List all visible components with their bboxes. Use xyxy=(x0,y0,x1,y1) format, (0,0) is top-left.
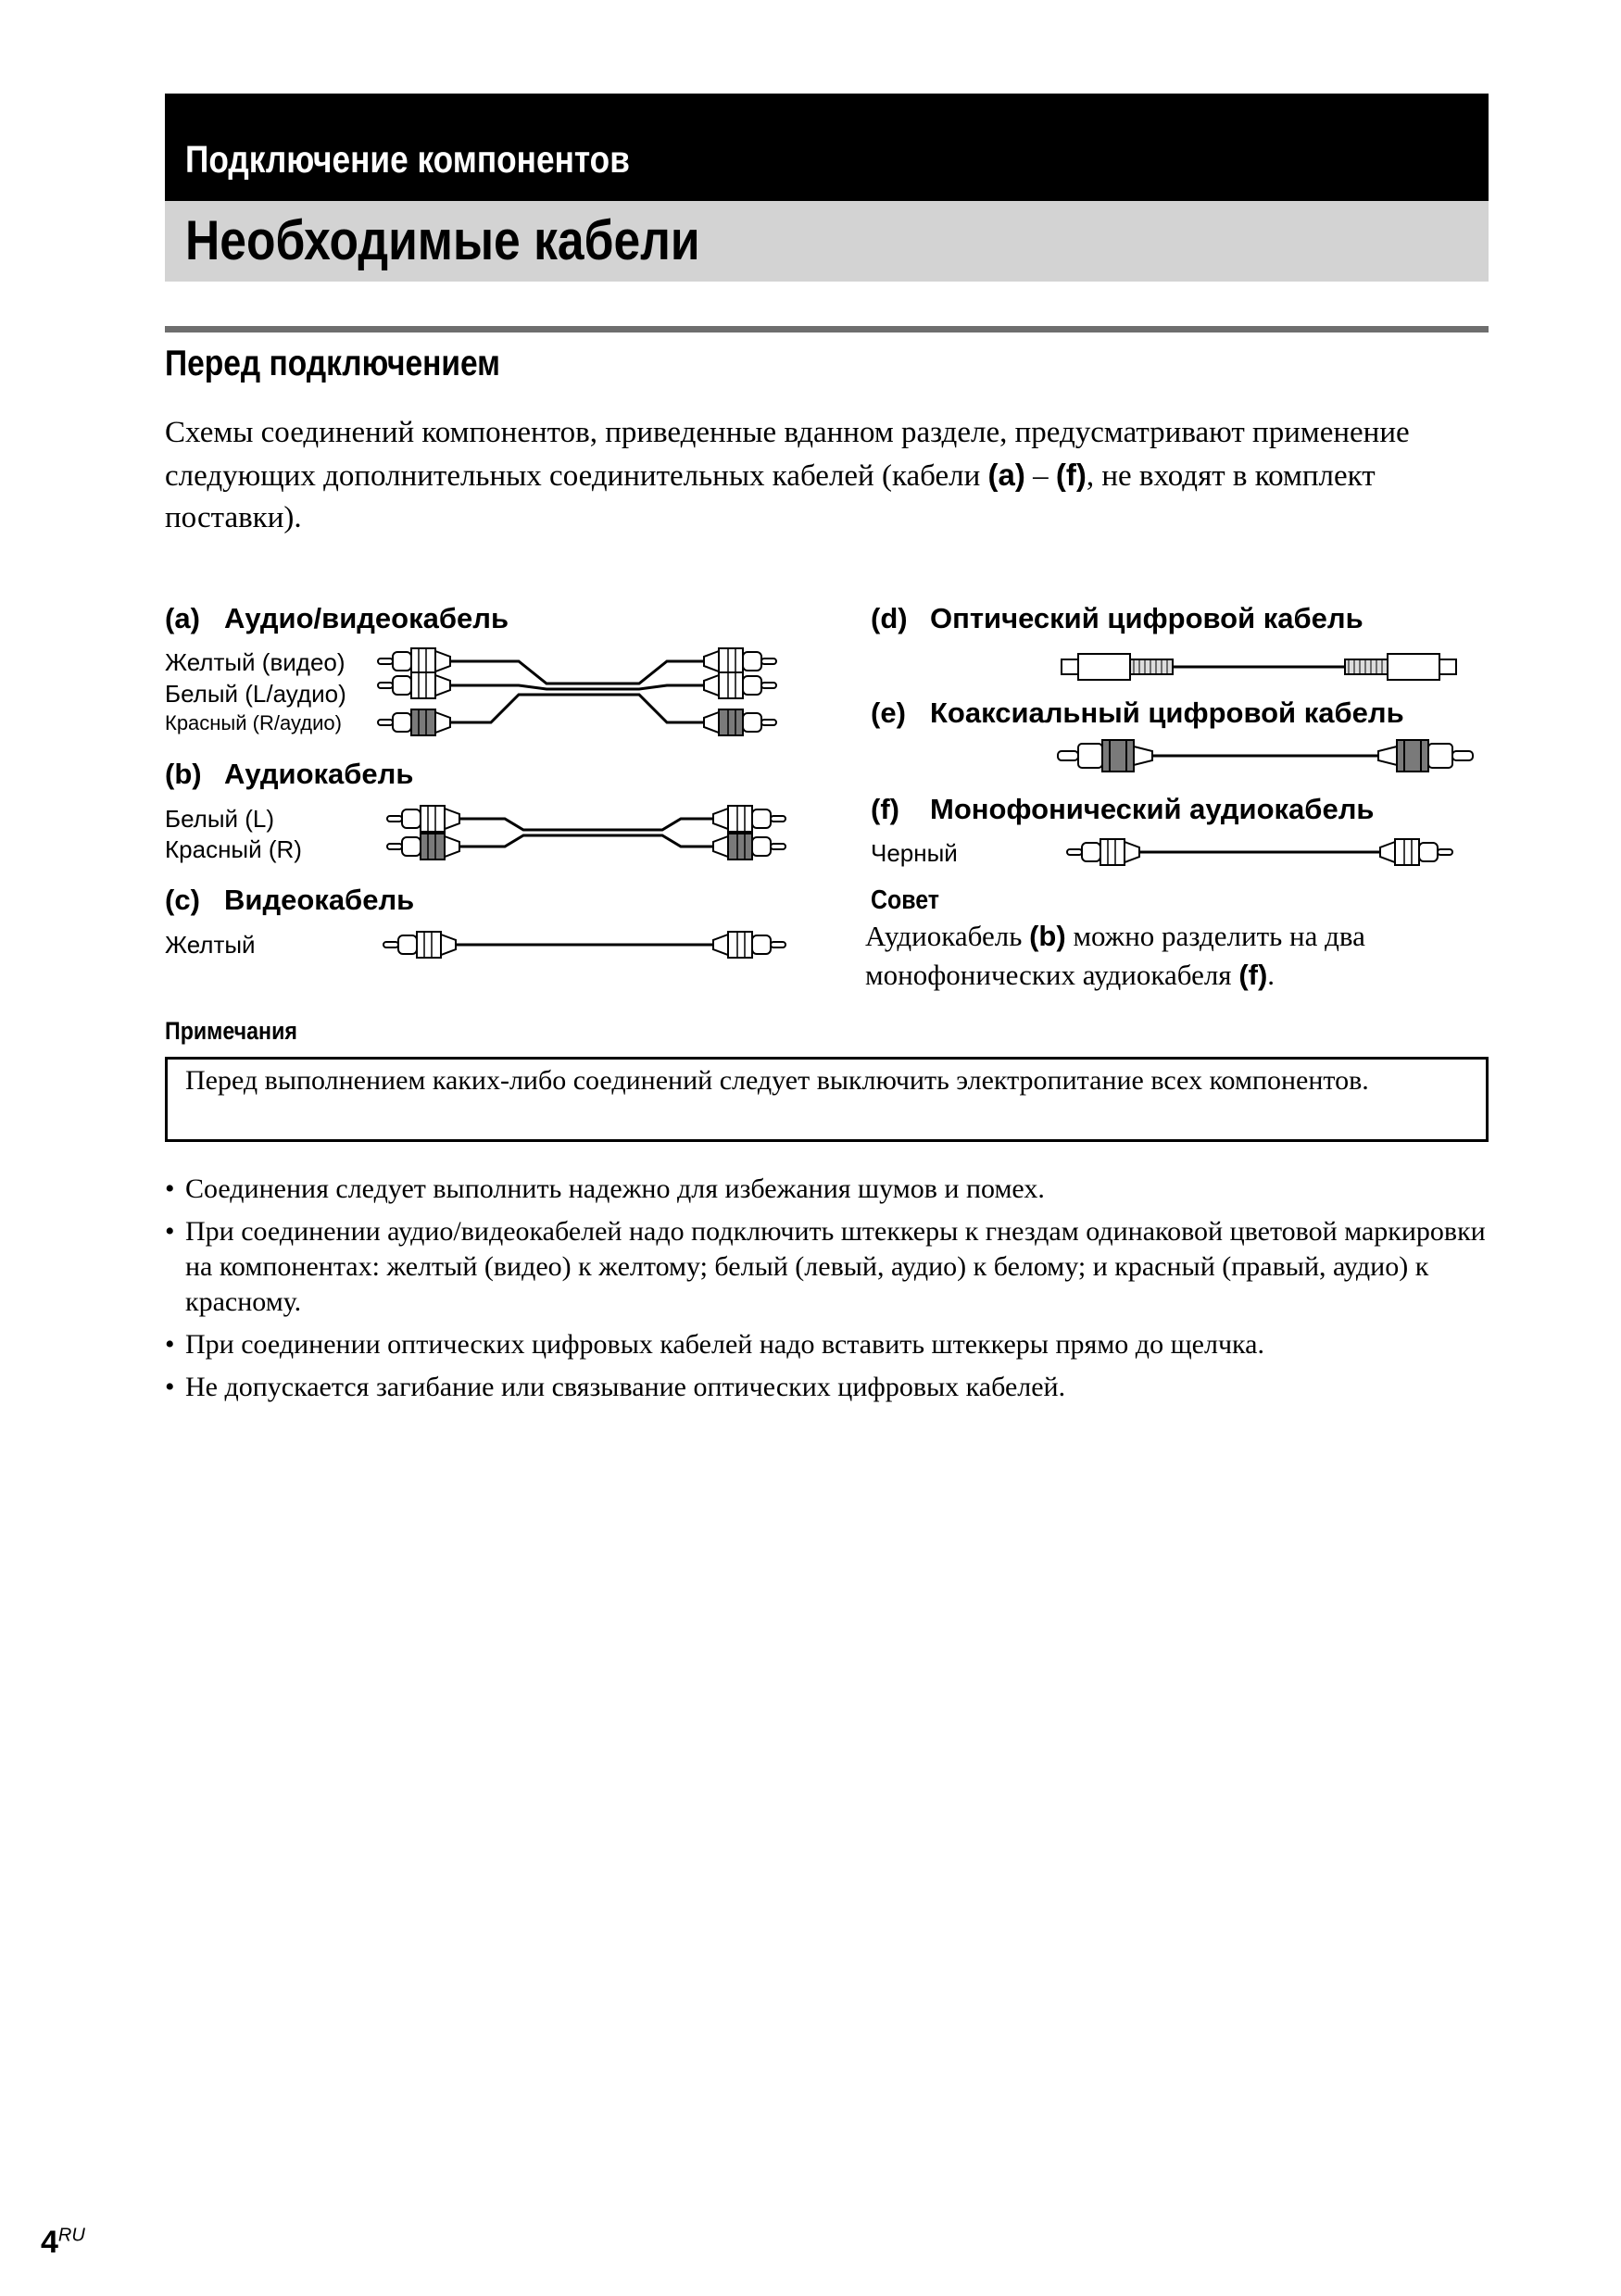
intro-dash: – xyxy=(1024,459,1056,493)
intro-text-1: Схемы соединений компонентов, приведенные вданном разделе, предусматривают применение следующих дополнительных соединительных кабелей (кабели xyxy=(165,416,1410,493)
cable-b-caption: (b) Аудиокабель xyxy=(165,758,414,790)
notes-list xyxy=(165,1172,1489,1412)
cable-b-label-white: Белый (L) xyxy=(165,805,275,833)
cable-c-illustration xyxy=(383,932,785,958)
cable-a-illustration xyxy=(378,648,776,735)
subheading: Перед подключением xyxy=(165,344,501,383)
cable-b-label-red: Красный (R) xyxy=(165,835,302,863)
list-item: • Не допускается загибание или связывание оптических цифровых кабелей. xyxy=(165,1370,1489,1405)
cable-illustrations xyxy=(0,0,1621,1019)
tip-text: Аудиокабель (b) можно разделить на два монофонических аудиокабеля (f). xyxy=(865,920,1365,991)
list-item: • Соединения следует выполнить надежно для избежания шумов и помех. xyxy=(165,1172,1489,1207)
cable-e-illustration xyxy=(1058,740,1473,772)
cable-b-illustration xyxy=(387,806,785,859)
cable-d-caption: (d) Оптический цифровой кабель xyxy=(871,602,1363,634)
tip-heading: Совет xyxy=(871,885,940,915)
notes-heading: Примечания xyxy=(165,1017,297,1045)
cable-a-label-white: Белый (L/аудио) xyxy=(165,680,346,708)
intro-ref-a: (a) xyxy=(987,458,1025,492)
section-title: Подключение компонентов xyxy=(185,138,630,181)
cable-a-label-red: Красный (R/аудио) xyxy=(165,711,342,734)
page-number: $4^{RU}$ xyxy=(41,2225,85,2260)
cable-f-label-black: Черный xyxy=(871,839,958,867)
page-title: Необходимые кабели xyxy=(185,209,700,271)
cable-a-caption: (a) Аудио/видеокабель xyxy=(165,602,509,634)
cable-d-illustration xyxy=(1062,654,1456,680)
intro-ref-f: (f) xyxy=(1055,458,1087,492)
cable-f-illustration xyxy=(1067,839,1452,865)
list-item: • При соединении аудио/видеокабелей надо подключить штеккеры к гнездам одинаковой цветовой маркировки на компонентах: желтый (видео) к желтому; белый (левый, аудио) к белому; и красный (правый, аудио) к красному. xyxy=(165,1214,1489,1320)
notes-warning-text: Перед выполнением каких-либо соединений следует выключить электропитание всех компонентов. xyxy=(185,1065,1369,1096)
cable-e-caption: (e) Коаксиальный цифровой кабель xyxy=(871,696,1404,729)
cable-a-label-yellow: Желтый (видео) xyxy=(165,648,346,676)
cable-c-label-yellow: Желтый xyxy=(165,931,256,959)
list-item: • При соединении оптических цифровых кабелей надо вставить штеккеры прямо до щелчка. xyxy=(165,1327,1489,1362)
cable-c-caption: (c) Видеокабель xyxy=(165,884,415,916)
intro-text-2: , не входят в комплект поставки). xyxy=(165,459,1376,534)
cable-f-caption: (f) Монофонический аудиокабель xyxy=(871,793,1375,825)
